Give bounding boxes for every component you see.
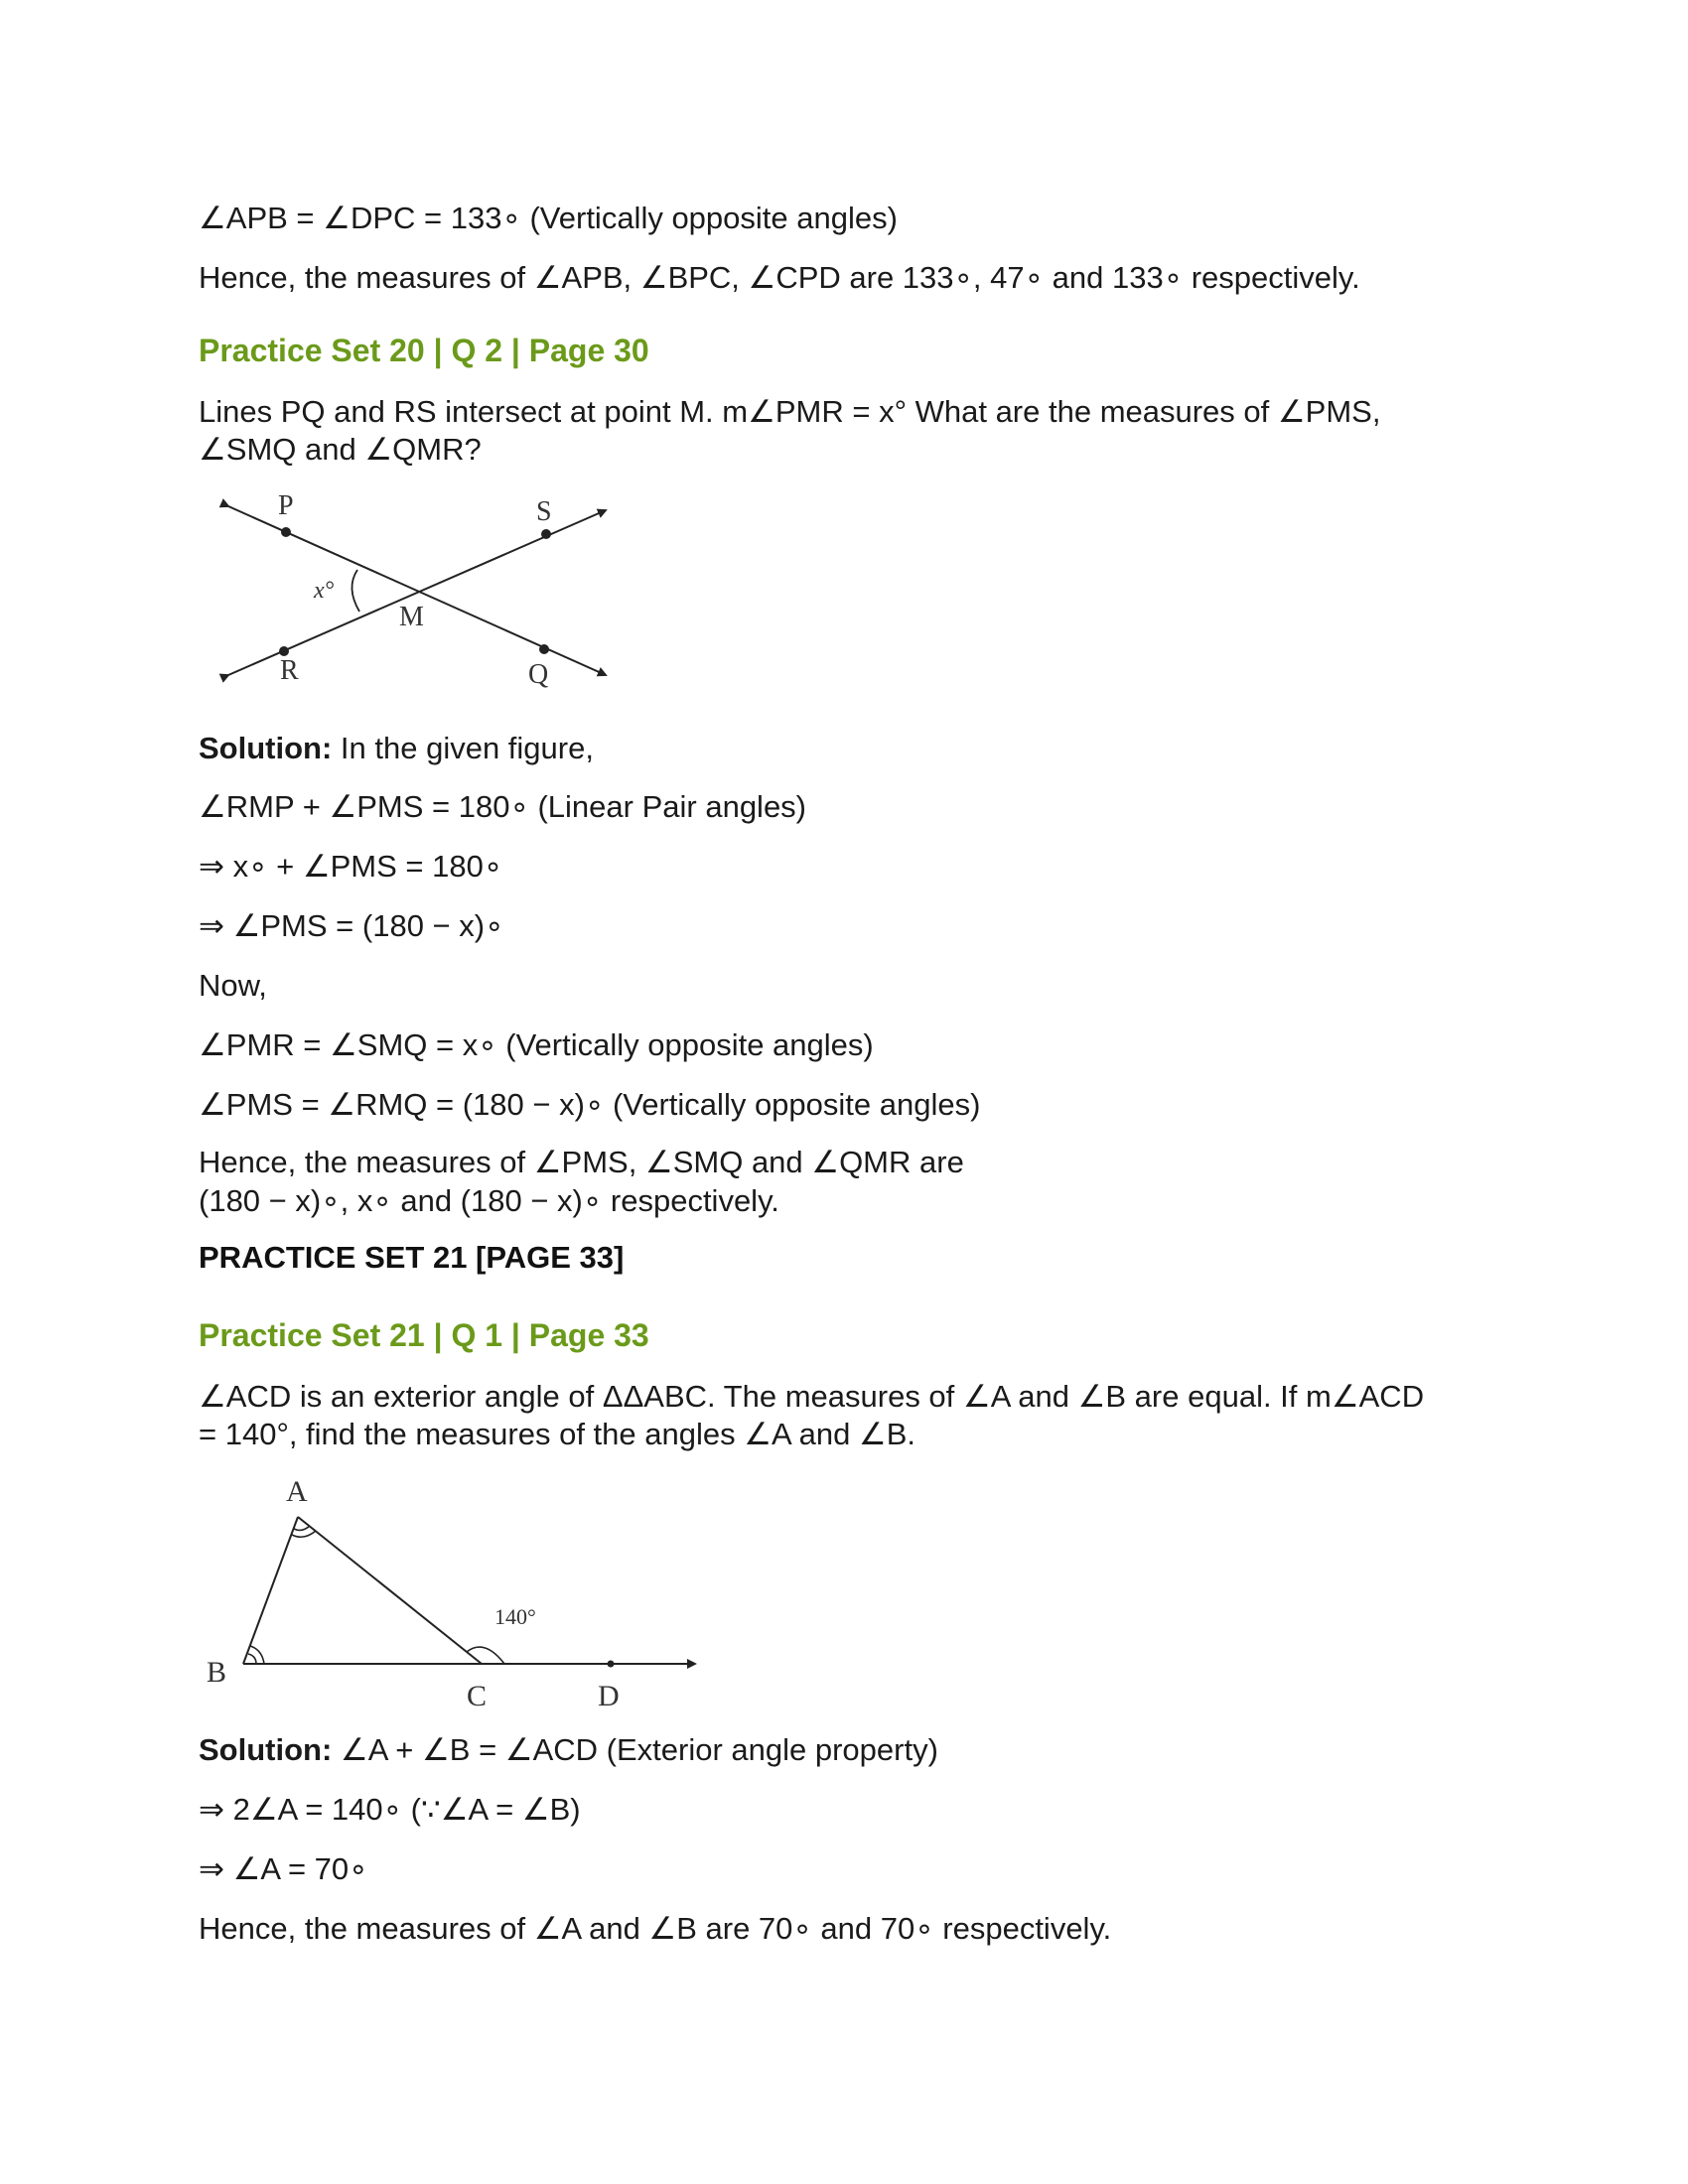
solution-intro: In the given figure,	[332, 731, 594, 765]
solution-label: Solution:	[199, 1732, 333, 1767]
label-p: P	[278, 490, 294, 521]
solution-label: Solution:	[199, 731, 333, 765]
step-line: ⇒ ∠PMS = (180 − x)∘	[199, 908, 504, 943]
intersecting-lines-figure	[209, 486, 626, 705]
triangle-figure	[199, 1469, 715, 1712]
solution-line-q21-1	[199, 1731, 938, 1769]
solution-intro: ∠A + ∠B = ∠ACD (Exterior angle property)	[332, 1732, 938, 1767]
prev-line-1: ∠APB = ∠DPC = 133∘ (Vertically opposite angles)	[199, 201, 898, 235]
step-line: Now,	[199, 968, 267, 1003]
step-line: ∠PMR = ∠SMQ = x∘ (Vertically opposite angles)	[199, 1027, 874, 1062]
conclusion-line-1: Hence, the measures of ∠PMS, ∠SMQ and ∠QMR are	[199, 1145, 964, 1179]
label-a: A	[286, 1475, 308, 1508]
step-line: ∠RMP + ∠PMS = 180∘ (Linear Pair angles)	[199, 789, 807, 824]
point-q	[539, 644, 549, 654]
angle-arc-a-inner	[294, 1526, 310, 1530]
conclusion-line-2: (180 − x)∘, x∘ and (180 − x)∘ respectively.	[199, 1183, 779, 1218]
prev-conclusion: Hence, the measures of ∠APB, ∠BPC, ∠CPD are 133∘, 47∘ and 133∘ respectively.	[199, 260, 1360, 295]
step-line: ⇒ x∘ + ∠PMS = 180∘	[199, 849, 503, 884]
question-text-line-2: = 140°, find the measures of the angles ∠A and ∠B.	[199, 1417, 916, 1451]
question-text-line-1: Lines PQ and RS intersect at point M. m∠PMR = x° What are the measures of ∠PMS,	[199, 394, 1381, 429]
point-s	[541, 529, 551, 539]
label-c: C	[467, 1680, 488, 1712]
step-line: ⇒ ∠A = 70∘	[199, 1851, 368, 1886]
angle-arc-a-outer	[292, 1531, 316, 1537]
step-line: ∠PMS = ∠RMQ = (180 − x)∘ (Vertically opposite angles)	[199, 1087, 981, 1122]
angle-arc-b-inner	[248, 1654, 256, 1664]
label-r: R	[280, 655, 299, 686]
label-d: D	[598, 1680, 620, 1712]
label-b: B	[207, 1656, 227, 1689]
side-ac	[298, 1517, 482, 1664]
label-q: Q	[528, 659, 549, 690]
question-heading-q21-1: Practice Set 21 | Q 1 | Page 33	[199, 1317, 649, 1353]
label-angle-x: x°	[314, 578, 335, 604]
question-heading-q2: Practice Set 20 | Q 2 | Page 30	[199, 333, 649, 368]
label-s: S	[536, 496, 552, 527]
question-text-line-2: ∠SMQ and ∠QMR?	[199, 432, 482, 467]
point-p	[281, 527, 291, 537]
conclusion-line: Hence, the measures of ∠A and ∠B are 70∘ and 70∘ respectively.	[199, 1911, 1112, 1946]
point-d	[608, 1661, 615, 1668]
label-angle-140: 140°	[494, 1604, 536, 1629]
step-line: ⇒ 2∠A = 140∘ (∵∠A = ∠B)	[199, 1792, 581, 1827]
section-heading: PRACTICE SET 21 [PAGE 33]	[199, 1240, 625, 1275]
label-m: M	[399, 602, 424, 632]
question-text-line-1: ∠ACD is an exterior angle of ΔΔABC. The measures of ∠A and ∠B are equal. If m∠ACD	[199, 1379, 1425, 1414]
side-ab	[243, 1517, 298, 1664]
angle-arc	[352, 570, 359, 612]
solution-line-q2	[199, 730, 594, 767]
